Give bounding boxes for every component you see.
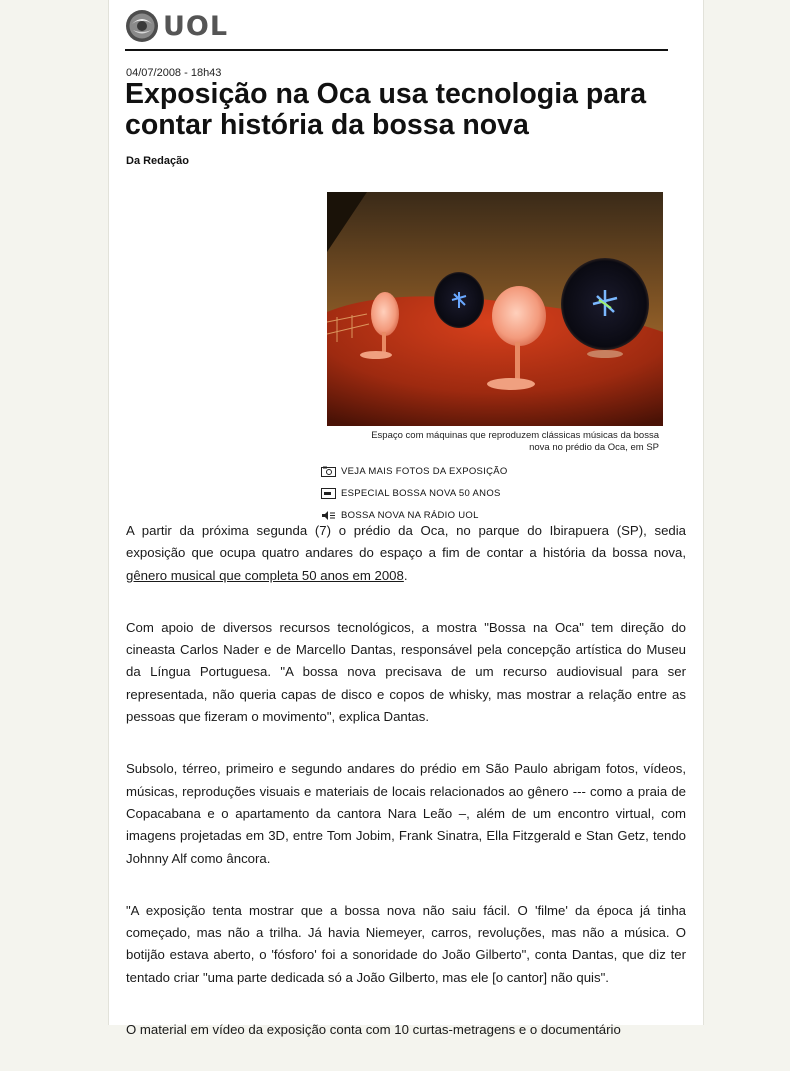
link-special-label: ESPECIAL BOSSA NOVA 50 ANOS [341, 487, 501, 499]
exhibition-photo[interactable] [327, 192, 663, 426]
photo-caption-line1: Espaço com máquinas que reproduzem clássicas músicas da bossa [371, 430, 659, 441]
paragraph-1-text: A partir da próxima segunda (7) o prédio da Oca, no parque do Ibirapuera (SP), sedia exposição que ocupa quatro andares do espaço a fim de contar a história da bossa nova, [126, 523, 686, 561]
article-date: 04/07/2008 - 18h43 [126, 67, 222, 79]
article-body [126, 520, 686, 1071]
paragraph-1-end: . [403, 567, 408, 583]
photo-caption-line2: nova no prédio da Oca, em SP [529, 442, 659, 453]
article-title: Exposição na Oca usa tecnologia para contar história da bossa nova [125, 78, 647, 141]
article-page [108, 0, 704, 1038]
paragraph-5: O material em vídeo da exposição conta com 10 curtas-metragens e o documentário [126, 1022, 621, 1038]
link-radio-label: BOSSA NOVA NA RÁDIO UOL [341, 509, 479, 521]
photo-caption [327, 430, 659, 454]
link-more-photos-label: VEJA MAIS FOTOS DA EXPOSIÇÃO [341, 465, 508, 477]
logo-text: UOL [163, 10, 229, 42]
paragraph-1 [126, 520, 686, 587]
bossa-nova-50-link[interactable]: gênero musical que completa 50 anos em 2008 [126, 567, 404, 583]
special-icon [320, 487, 336, 499]
uol-globe-icon [125, 9, 159, 43]
article-byline: Da Redação [126, 155, 189, 167]
camera-icon [320, 465, 336, 477]
header-divider [125, 49, 668, 51]
link-special[interactable] [320, 482, 508, 504]
paragraph-3: Subsolo, térreo, primeiro e segundo andares do prédio em São Paulo abrigam fotos, vídeos, músicas, reproduções visuais e materiais de locais relacionados ao gênero --- como a praia de Copacabana e o apartamento da cantora Nara Leão –, além de um encontro virtual, com imagens projetadas em 3D, entre Tom Jobim, Frank Sinatra, Ella Fitzgerald e Stan Getz, tendo Johnny Alf como âncora. [126, 761, 686, 866]
paragraph-4: "A exposição tenta mostrar que a bossa nova não saiu fácil. O 'filme' da época já tinha começado, mas não a trilha. Já havia Niemeyer, carros, revoluções, mas não a música. O botijão estava aberto, o 'fósforo' foi a sonoridade do João Gilberto", conta Dantas, que diz ter tentado criar "uma parte dedicada só a João Gilberto, mas ele [o cantor] não quis". [126, 902, 686, 985]
uol-logo[interactable] [125, 6, 228, 46]
related-links [320, 460, 508, 526]
paragraph-2: Com apoio de diversos recursos tecnológicos, a mostra "Bossa na Oca" tem direção do cineasta Carlos Nader e de Marcello Dantas, responsável pela concepção artística do Museu da Língua Portuguesa. "A bossa nova precisava de um recurso audiovisual para ser representada, não queria capas de disco e copos de whisky, mas mostrar a relação entre as pessoas que fizeram o movimento", explica Dantas. [126, 619, 686, 725]
link-more-photos[interactable] [320, 460, 508, 482]
